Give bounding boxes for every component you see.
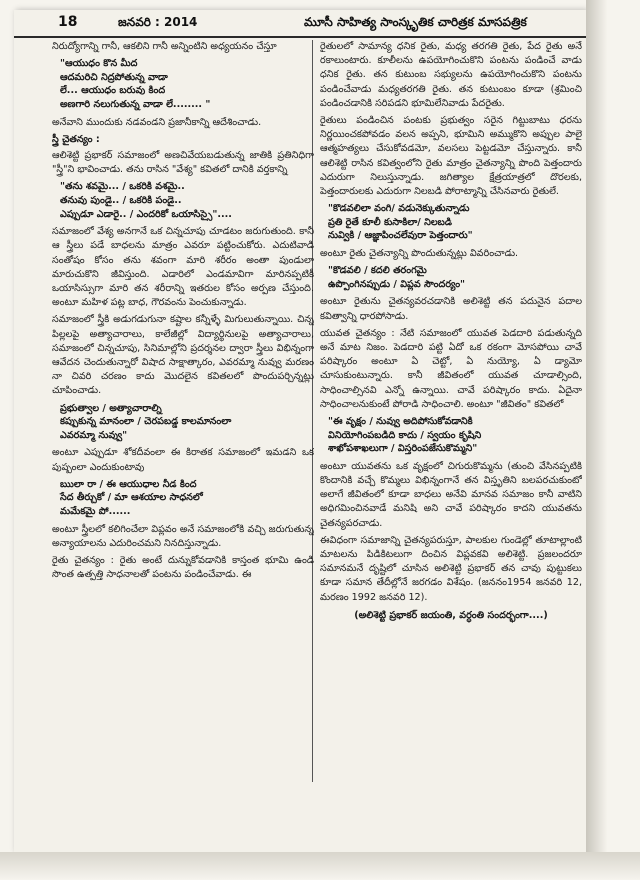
footer-note: (అలిశెట్టి ప్రభాకర్ జయంతి, వర్ధంతి సందర్భంగా....) (354, 609, 548, 621)
paragraph: యువత చైతన్యం : నేటి సమాజంలో యువత పెడదారి పడుతున్నది అనే మాట నిజం. పెడదారి పట్టి ఏదో ఒక రకంగా మోసపోయి చావే పరిష్కారం అంటూ ఏ చెట్టో, ఏ నుయ్యో, ఏ డ్యామో చూసుకుంటున్నారు. కానీ జీవితంలో యువత చూడాల్సింది, సాధించాల్సినవి ఎన్నో ఉన్నాయి. చావే పరిష్కారం కాదు. ఏదైనా సాధించాలనుకుంటే పోరాడి సాధించాలి. అంటూ "జీవితం" కవితలో (320, 327, 582, 410)
page-bottom-shadow (0, 852, 640, 880)
paragraph: అంటూ రైతు చైతన్యాన్ని పొందుతున్నట్లు వివరించాడు. (320, 248, 519, 260)
issue-date: జనవరి : 2014 (118, 15, 198, 29)
magazine-title: మూసీ సాహిత్య సాంస్కృతిక చారిత్రక మాసపత్రిక (304, 15, 527, 29)
poem-line: ఉప్పొంగినప్పుడు / విప్లవ సౌందర్యం" (328, 278, 466, 290)
poem-line: "తను శవమై... / ఒకరికి వశమై.. (60, 181, 185, 193)
poem-line: ఎప్పుడూ ఎడారై.. / ఎందరికో ఒయాసిస్సై".... (60, 208, 232, 220)
poem-stanza (60, 180, 314, 221)
poem-line: ప్రభుత్వాల / అత్యాచారాల్ని (60, 402, 162, 414)
paragraph: అంటూ యువతను ఒక వృక్షంలో చిగురుకొమ్మను (తుంచి వేసినప్పటికి కొందానికి వచ్చే కొమ్మలు విభిన్నంగానే తన విస్తృతిని బలపరచుకుంటో అలాగే జీవితంలో కూడా బాధలు అనేవి మానవ సమాజం కానీ వాటిని అధిగమించినవాడే మనిషి అని చావే పరిష్కారం కాదని యువతను చైతన్యపరచాడు. (320, 460, 582, 529)
magazine-page (14, 10, 586, 852)
poem-line: ఎవరమ్మా నువ్వు" (60, 429, 128, 441)
left-column (52, 40, 314, 840)
right-column (320, 40, 582, 840)
poem-line: కప్పుకున్న మానంలా / చెరపబడ్డ కాలమానంలా (60, 416, 232, 428)
poem-stanza (60, 402, 314, 443)
page-edge-shadow (586, 0, 640, 880)
poem-line: "ఆయుధం కొన మీద (60, 58, 138, 70)
page-header (14, 10, 586, 38)
section-heading: స్త్రీ చైతన్యం : (52, 133, 100, 145)
poem-line: "కొడవలి / కదలి తరంగమై (328, 265, 427, 277)
paragraph: రైతులు పండించిన పంటకు ప్రభుత్వం సరైన గిట్టుబాటు ధరను నిర్ణయించకపోవడం వలన అప్పని, భూమిని అమ్ముకొని అప్పుల పాలై ఆత్మహత్యలు చేసుకోవడమో, వలసలు పెట్టడమో చేస్తున్నారు. కానీ ఆలిశెట్టి రాసిన కవిత్వంలోని రైతు మాత్రం చైతన్యాన్ని పొంది పెత్తందారు ఎదురుగా నిలుస్తున్నాడు. జగిత్యాల క్షేత్రయాత్రలో దొరలకు, పెత్తందారులకు ఎదురుగా నిలబడి పోరాట్మాన్ని చేసినవారు రైతులే. (320, 115, 582, 198)
poem-line: అణగారి నలుగుతున్న వాడా లే........ " (60, 98, 211, 110)
poem-line: శాఖోపశాఖలుగా / విస్తరింపజేసుకొమ్మని" (328, 443, 478, 455)
poem-line: నువ్వికి / ఆజ్ఞాపించలేవురా పెత్తందారు" (328, 230, 473, 242)
poem-stanza (60, 478, 314, 519)
paragraph: అంటూ రైతును చైతన్యవరచడానికి అలిశెట్టి తన పదునైన పదాల కవిత్వాన్ని ధారపోసాడు. (320, 296, 582, 322)
poem-stanza (328, 202, 582, 243)
poem-line: "కొడవలిలా వంగి/ వడునెక్కుతున్నాడు (328, 203, 470, 215)
paragraph: సమాజంలో స్త్రీకి అడుగడుగునా కష్టాల కన్నీళ్ళే మిగులుతున్నాయి. చిన్న పిల్లలపై అత్యాచారాలు, కాలేజీల్లో విద్యార్థినులపై అత్యాచారాలు, సమాజంలో చిన్నచూపు, సినిమాల్లోని ప్రదర్శనల ద్వారా స్త్రీలు విభిన్నంగా ఆవేదన చెందుతున్నారో విషాద సాక్షాత్కారం, ఎవరమ్మా నువ్వు మరణం నా చివరి చరణం కాదు మొదలైన కవితలలో పొందుపర్చిన్నట్లు చూపించాడు. (52, 314, 314, 397)
paragraph: ఈవిధంగా సమాజాన్ని చైతన్యపరుస్తూ, పాలకుల గుండెల్లో తూటాల్లాంటి మాటలను పిడికిటలుగా దించిన విప్లవకవి అలిశెట్టి. ప్రజలందరూ సమానమనే దృష్టిలో చూసిన అలిశెట్టి ప్రభాకర్ తన చావు పుట్టుకలు కూడా సమాన తేదీల్లోనే జరగడం విశేషం. (జననం1954 జనవరి 12, మరణం 1992 జనవరి 12). (320, 534, 582, 603)
poem-stanza (328, 264, 582, 291)
poem-line: ప్రతి రైతే కూలీ కుసాకిలా/ నిలబడి (328, 216, 452, 228)
poem-line: ఋలా రా / ఈ ఆయుధాల నీడ కింద (60, 478, 197, 490)
poem-line: "ఈ వృక్షం / నువ్వు అదిపోసుకోవడానికి (328, 416, 473, 428)
page-number: 18 (58, 14, 78, 30)
paragraph: రైతు చైతన్యం : రైతు అంటే దున్నుకోవడానికి కాస్తంత భూమి ఉండి సొంత ఉత్పత్తి సాధనాలతో పంటను పండించేవాడు. ఈ (52, 554, 314, 581)
poem-line: లే... ఆయుధం బరువు కింద (60, 85, 166, 97)
paragraph: నిరుద్యోగాన్ని గానీ, ఆకలిని గానీ అన్నింటిని అధ్యయనం చేస్తూ (52, 41, 277, 52)
paragraph: రైతులలో సామాన్య ధనిక రైతు, మధ్య తరగతి రైతు, పేద రైతు అనే రకాలుంటారు. కూలీలను ఉపయోగించుకొని పంటను పండించే వాడు ధనిక రైతు. తన కుటుంబ సభ్యులను ఉపయోగించుకొని పంటను పండించేవాడు మధ్యతరగతి రైతు. తన కుటుంబం కూడా (శ్రమించి పండించడానికి సరిపడని భూమిలేనివాడు పేదరైతు. (320, 41, 582, 109)
paragraph: ఆలిశెట్టి ప్రభాకర్ సమాజంలో అణచివేయబడుతున్న జాతికి ప్రతినిధిగా "స్త్రీ"ని భావించాడు. తను రాసిన "వేశ్య" కవితలో దానికి వర్తకాన్ని (52, 149, 314, 176)
paragraph: అంటూ ఎప్పుడూ శోకదీవంలా ఈ కిరాతక సమాజంలో ఇమడని ఒక పుష్పంలా ఎందుకుంటావు (52, 447, 314, 473)
paragraph: సమాజంలో వేశ్య అనగానే ఒక చిన్నచూపు చూడటం జరుగుతుంది. కానీ ఆ స్త్రీలు పడే బాధలను మాత్రం ఎవరూ పట్టించుకోరు. ఎదుటివాడి సంతోషం కోసం తను శవంగా మారి శరీరం అంతా పుండులా మారుచుకొని జీవిస్తుంది. ఎడారిలో ఎండమావిగా మారినప్పటికీ ఒయాసిస్సుగా మారి తన శరీరాన్ని ఇతరుల కోసం అర్పణ చేస్తుంది. అంటూ మహిళ పట్ల బాధ, గౌరవంను పెంచుకున్నాడు. (52, 226, 314, 309)
poem-line: సేద తీర్చుకో / మా ఆశయాల సాధనలో (60, 492, 203, 504)
poem-line: తనువు పుండై.. / ఒకరికి పండై.. (60, 194, 182, 206)
poem-stanza (328, 415, 582, 456)
poem-line: వినియోగింపబడిది కాదు / స్వయం కృషిని (328, 429, 482, 441)
paragraph: అంటూ స్త్రీలలో కలిగించేలా విప్లవం అనే సమాజంలోకి వచ్చి జరుగుతున్న అన్యాయాలను ఎదురించమని నినదిస్తున్నాడు. (52, 523, 314, 549)
poem-line: ఆదమరిచి నిద్రపోతున్న వాడా (60, 71, 168, 83)
paragraph: అనేవాని ముందుకు నడవండని ప్రజానీకాన్ని ఆదేశించాడు. (52, 116, 262, 128)
poem-line: మమేకమై పో...... (60, 505, 131, 517)
poem-stanza (60, 57, 314, 111)
